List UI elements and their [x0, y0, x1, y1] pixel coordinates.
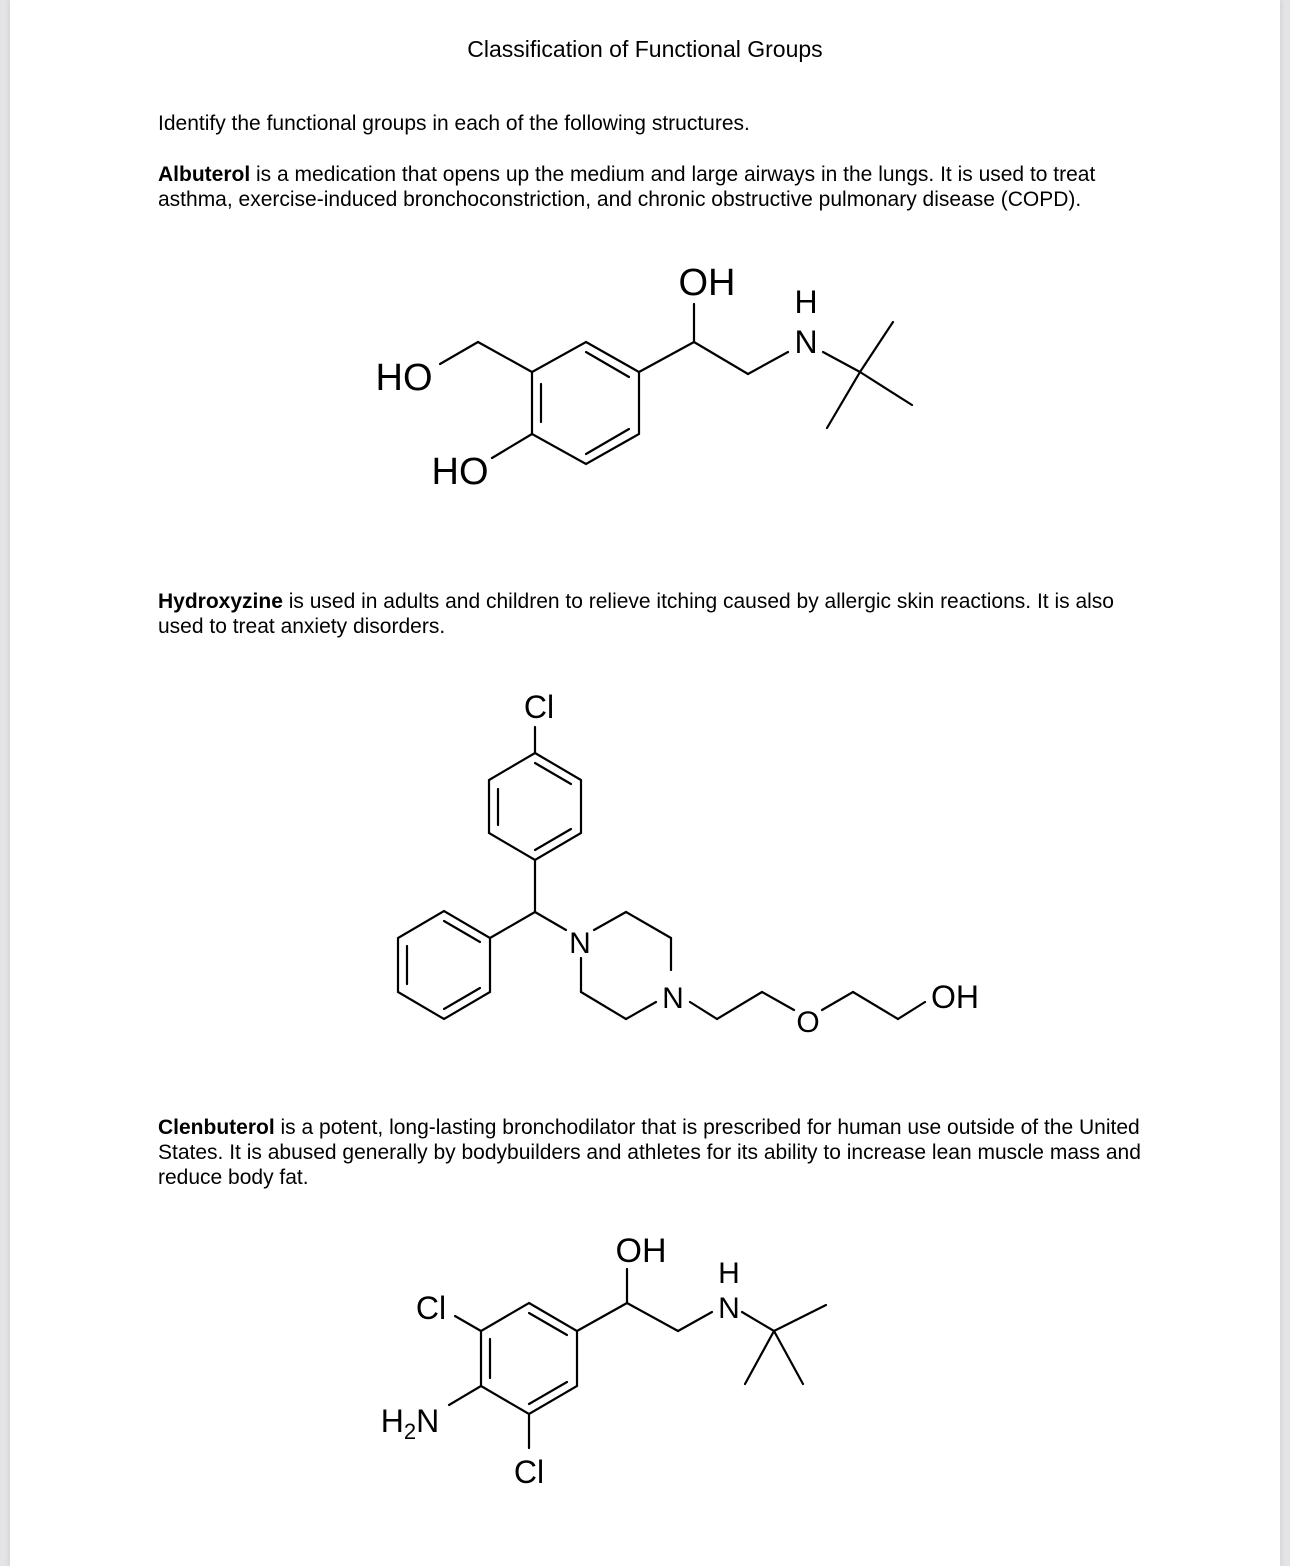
- hydroxyzine-chlorophenyl-ring: [489, 753, 581, 860]
- hydroxyzine-name: Hydroxyzine: [158, 590, 283, 613]
- albuterol-oh-label: OH: [678, 262, 736, 304]
- clenbuterol-nh2-subscript: 2: [403, 1419, 417, 1444]
- clenbuterol-h-label: H: [718, 1257, 740, 1290]
- hydroxyzine-structure: [398, 727, 925, 1019]
- hydroxyzine-n2-label: N: [662, 982, 684, 1015]
- clenbuterol-cl-top-label: Cl: [415, 1290, 447, 1326]
- clenbuterol-structure: [449, 1269, 826, 1448]
- clenbuterol-oh-label: OH: [615, 1232, 667, 1270]
- hydroxyzine-o-label: O: [796, 1006, 820, 1039]
- albuterol-ho-top-label: HO: [375, 357, 433, 399]
- hydroxyzine-oh-label: OH: [931, 979, 979, 1015]
- clenbuterol-cl-bottom-label: Cl: [513, 1454, 545, 1490]
- albuterol-h-label: H: [794, 284, 818, 320]
- albuterol-n-label: N: [794, 324, 818, 360]
- clenbuterol-text: is a potent, long-lasting bronchodilator that is prescribed for human use outside of the United States. It is abused generally by bodybuilders and athletes for its ability to increase lean muscle mass and reduce body fat.: [158, 1116, 1141, 1189]
- page-title: Classification of Functional Groups: [467, 36, 823, 62]
- instructions-text: Identify the functional groups in each of the following structures.: [158, 112, 750, 135]
- hydroxyzine-phenyl-ring: [398, 911, 490, 1019]
- hydroxyzine-text: is used in adults and children to relieve itching caused by allergic skin reactions. It is also used to treat anxiety disorders.: [158, 590, 1114, 638]
- albuterol-structure: [440, 304, 912, 464]
- clenbuterol-n-label: N: [718, 1292, 740, 1325]
- clenbuterol-nh2-label: [381, 1403, 439, 1444]
- albuterol-benzene-ring: [532, 342, 639, 464]
- hydroxyzine-cl-label: Cl: [523, 689, 555, 725]
- clenbuterol-name: Clenbuterol: [158, 1116, 275, 1139]
- hydroxyzine-n1-label: N: [569, 927, 591, 960]
- clenbuterol-nh2-n: N: [416, 1403, 440, 1439]
- albuterol-text: is a medication that opens up the medium and large airways in the lungs. It is used to treat asthma, exercise-induced bronchoconstriction, and chronic obstructive pulmonary disease (COPD).: [158, 163, 1096, 211]
- clenbuterol-nh2-h: H: [380, 1403, 404, 1439]
- albuterol-ho-bottom-label: HO: [431, 451, 489, 493]
- clenbuterol-benzene-ring: [481, 1303, 577, 1414]
- albuterol-name: Albuterol: [158, 163, 251, 186]
